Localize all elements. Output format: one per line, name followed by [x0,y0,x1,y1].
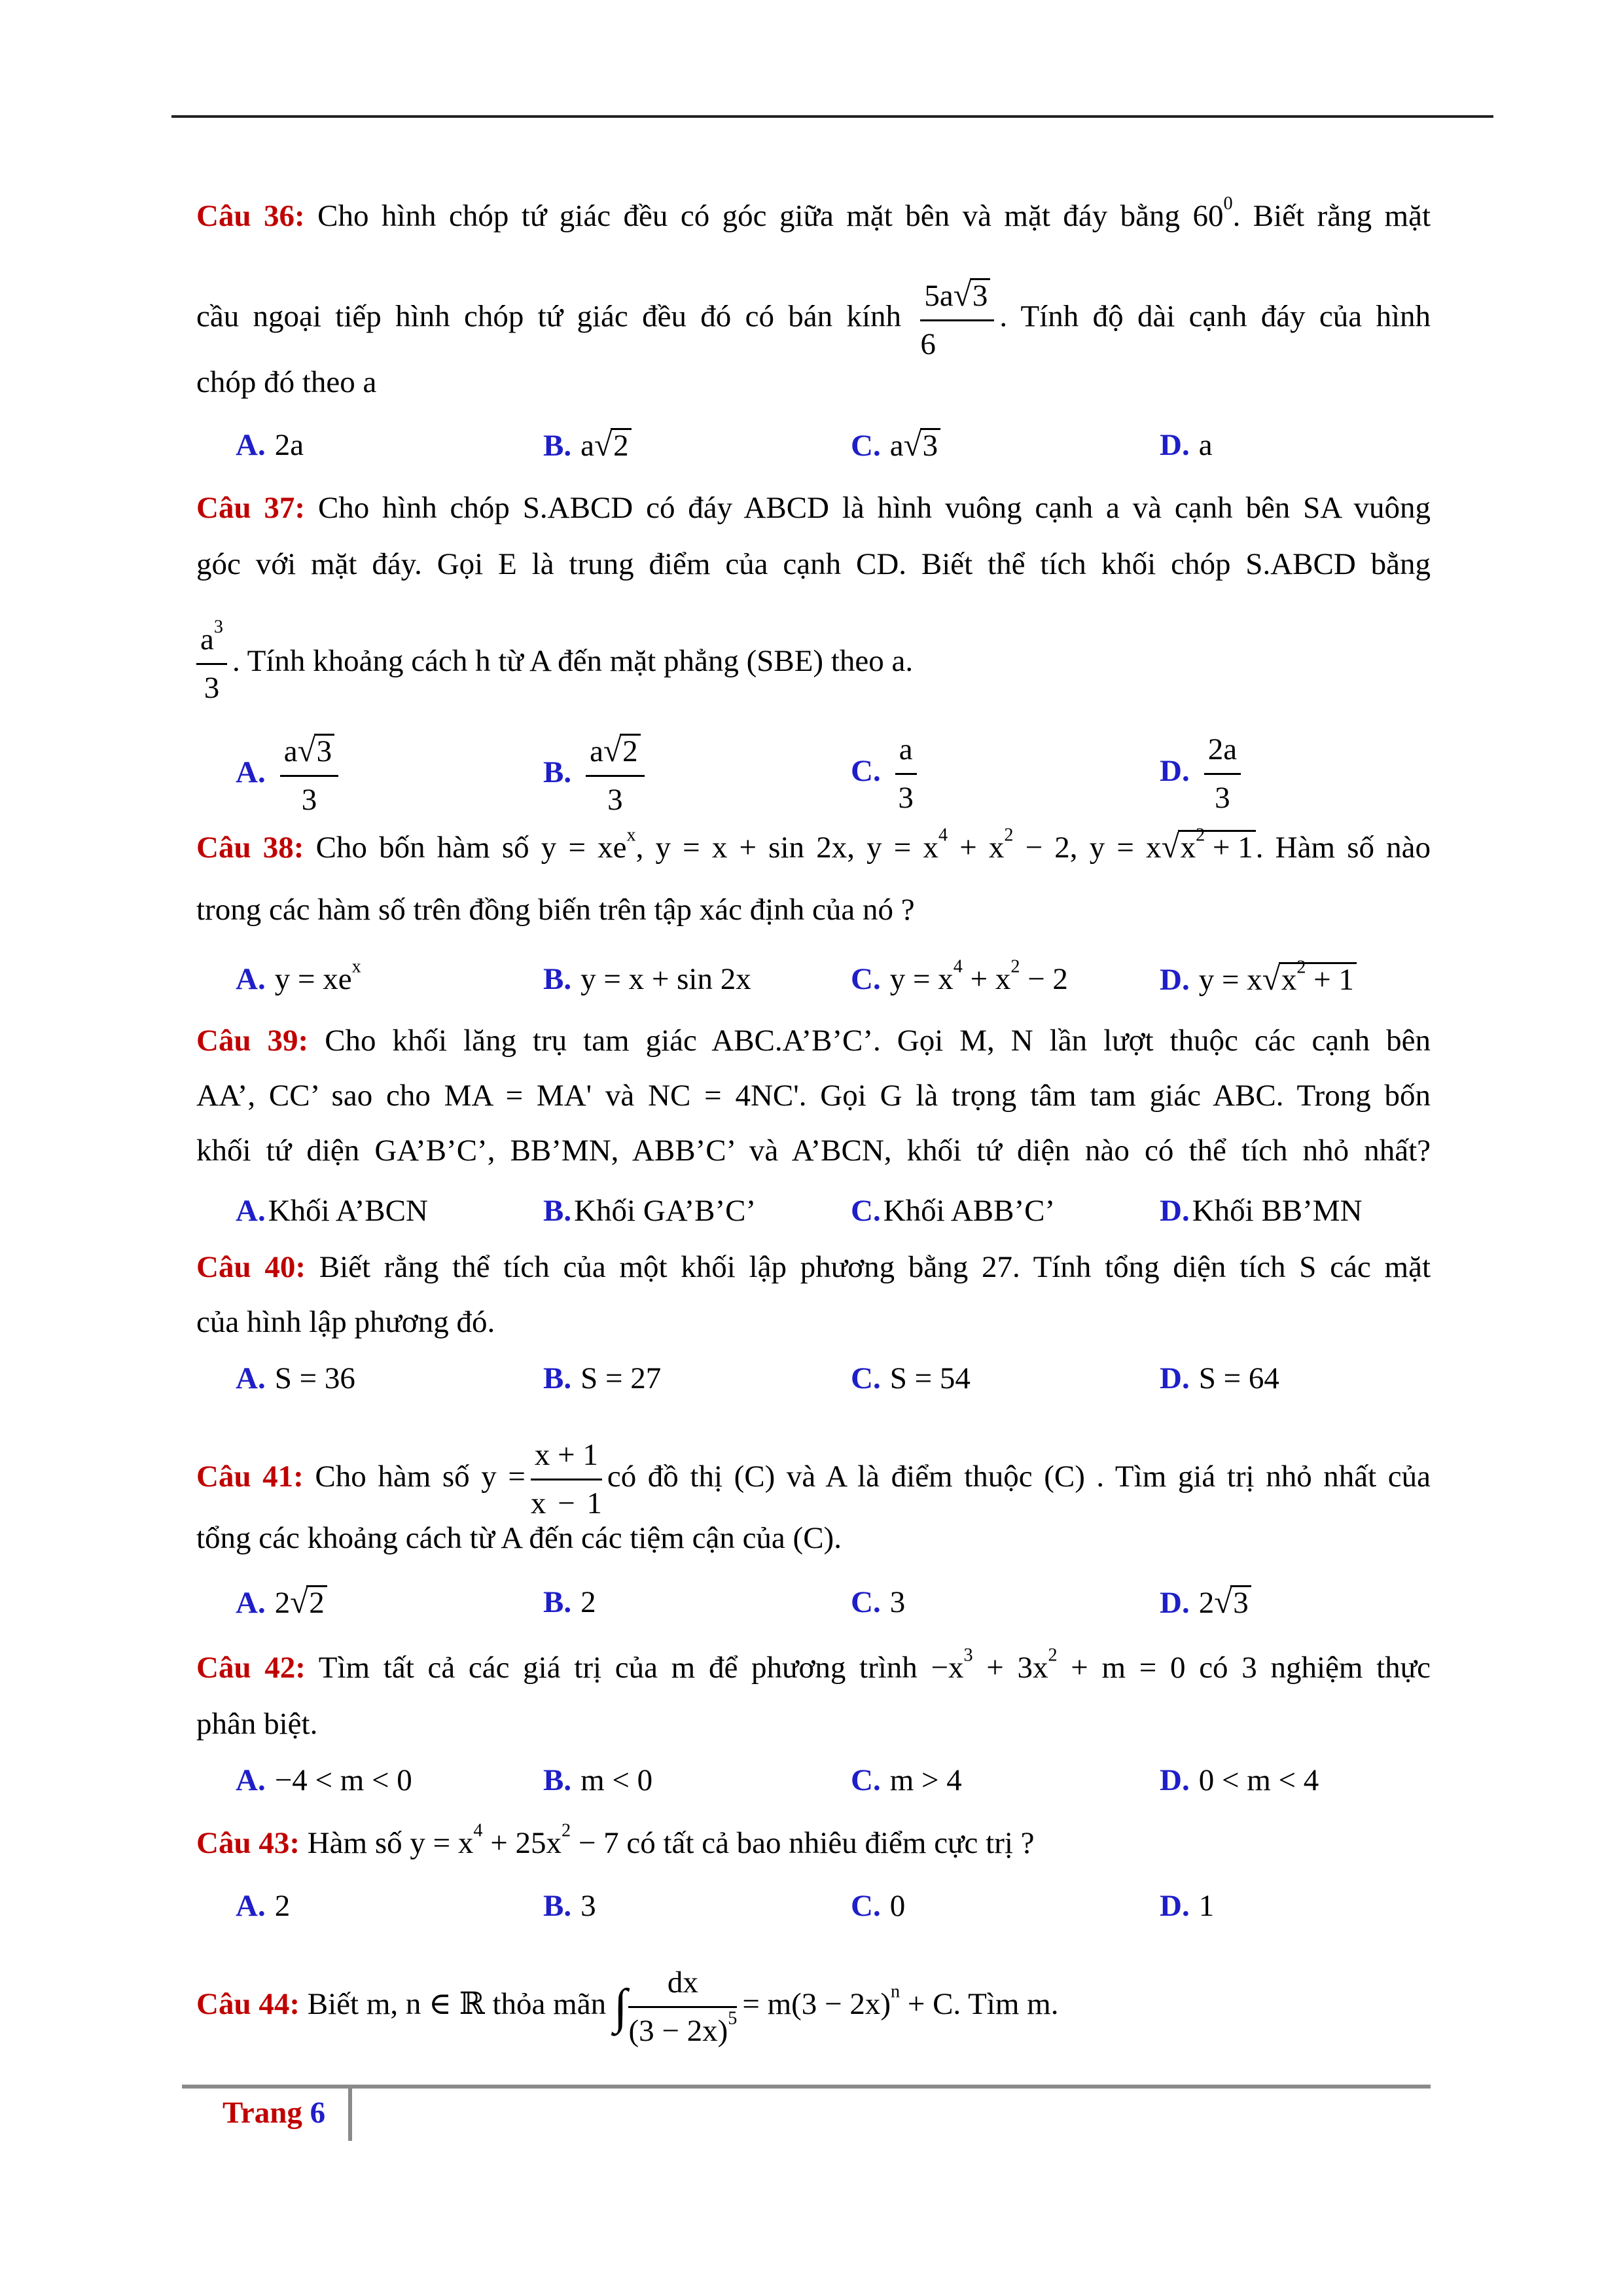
q42-equation: $-x^3 + 3x^2 + m = 0$ [931,1645,1186,1685]
q39-line3: khối tứ diện GA’B’C’, BB’MN, ABB’C’ và A’BCN, khối tứ diện nào có thể tích nhỏ nhất? [196,1134,1431,1168]
q42-label: Câu 42: [196,1651,306,1685]
q36-label: Câu 36: [196,199,305,233]
q40-line2: của hình lập phương đó. [196,1305,495,1339]
q43-option-d[interactable]: D. 1 [1160,1889,1215,1923]
q37-line3: $\frac{a^3}{3}$ . Tính khoảng cách h từ A đến mặt phẳng (SBE) theo a. [196,620,1431,708]
q42-line1: Câu 42: Tìm tất cả các giá trị của m để phương trình $-x^3 + 3x^2 + m = 0$ có 3 nghiệm thực [196,1645,1431,1685]
q43-line1: Câu 43: Hàm số $y = x^4 + 25x^2 - 7$ có tất cả bao nhiêu điểm cực trị ? [196,1820,1035,1860]
footer-divider [348,2085,352,2141]
page-number: Trang 6 [223,2096,326,2130]
q42-option-d[interactable]: D. 0 < m < 4 [1160,1763,1319,1797]
q38-line2: trong các hàm số trên đồng biến trên tập xác định của nó ? [196,893,915,927]
q37-option-c[interactable]: C. $\frac{a}{3}$ [851,730,922,817]
q37-volume-fraction: $\frac{a^3}{3}$ [196,620,227,708]
q40-option-a[interactable]: A. S = 36 [236,1361,355,1395]
q41-line1: Câu 41: Cho hàm số y = $\frac{x + 1}{x - 1}$ có đồ thị (C) và A là điểm thuộc (C) . Tìm giá trị nhỏ nhất của [196,1436,1431,1523]
q41-option-b[interactable]: B. 2 [543,1585,596,1619]
header-rule [171,115,1493,118]
q39-option-c[interactable]: C.Khối ABB’C’ [851,1194,1056,1228]
footer-rule [182,2085,1431,2089]
q40-option-b[interactable]: B. S = 27 [543,1361,662,1395]
q40-option-d[interactable]: D. S = 64 [1160,1361,1279,1395]
q36-line3: chóp đó theo a [196,365,377,399]
q42-option-b[interactable]: B. m < 0 [543,1763,653,1797]
q39-option-b[interactable]: B.Khối GA’B’C’ [543,1194,757,1228]
q37-option-b[interactable]: B. $\frac{a√2}{3}$ [543,730,650,819]
q38-option-a[interactable]: A. $y = xe^x$ [236,956,361,996]
q38-label: Câu 38: [196,831,304,865]
q38-functions: $y = xe^x$, y = x + sin 2x, $y = x^4 + x^2 - 2$, $y = x√x^2 + 1$ [541,831,1256,865]
q37-line1: Câu 37: Cho hình chóp S.ABCD có đáy ABCD là hình vuông cạnh a và cạnh bên SA vuông [196,491,1431,525]
q37-option-d[interactable]: D. $\frac{2a}{3}$ [1160,730,1246,817]
q36-option-d[interactable]: D. a [1160,428,1213,462]
q40-label: Câu 40: [196,1250,306,1284]
q38-line1: Câu 38: Cho bốn hàm số $y = xe^x$, y = x + sin 2x, $y = x^4 + x^2 - 2$, $y = x√x^2 + 1$. Hàm số nào [196,825,1431,865]
q40-option-c[interactable]: C. S = 54 [851,1361,971,1395]
q41-option-a[interactable]: A. 2√2 [236,1581,327,1624]
q41-line2: tổng các khoảng cách từ A đến các tiệm cận của (C). [196,1521,842,1555]
q36-line2: cầu ngoại tiếp hình chóp tứ giác đều đó có bán kính $\frac{5a√3}{6}$ . Tính độ dài cạnh đáy của hình [196,275,1431,364]
q38-option-d[interactable]: D. $y = x√x^2 + 1$ [1160,958,1357,1001]
q36-option-c[interactable]: C. a√3 [851,424,940,467]
q37-option-a[interactable]: A. $\frac{a√3}{3}$ [236,730,344,819]
q36-radius-fraction: $\frac{5a√3}{6}$ [920,275,994,364]
q39-line1: Câu 39: Cho khối lăng trụ tam giác ABC.A’B’C’. Gọi M, N lần lượt thuộc các cạnh bên [196,1024,1431,1058]
q38-option-b[interactable]: B. y = x + sin 2x [543,962,751,996]
integral-sign: ∫ [613,1979,628,2034]
q39-label: Câu 39: [196,1024,309,1058]
q42-option-c[interactable]: C. m > 4 [851,1763,962,1797]
q41-option-c[interactable]: C. 3 [851,1585,906,1619]
q43-option-b[interactable]: B. 3 [543,1889,596,1923]
q37-label: Câu 37: [196,491,306,525]
q36-option-b[interactable]: B. a√2 [543,424,632,467]
q43-option-c[interactable]: C. 0 [851,1889,906,1923]
q44-label: Câu 44: [196,1987,300,2022]
q39-option-a[interactable]: A.Khối A’BCN [236,1194,428,1228]
q41-label: Câu 41: [196,1460,304,1494]
q40-line1: Câu 40: Biết rằng thể tích của một khối lập phương bằng 27. Tính tổng diện tích S các mặt [196,1250,1431,1284]
q43-label: Câu 43: [196,1826,300,1860]
q41-function-fraction: $\frac{x + 1}{x - 1}$ [531,1436,602,1523]
q37-line2: góc với mặt đáy. Gọi E là trung điểm của cạnh CD. Biết thể tích khối chóp S.ABCD bằng [196,547,1431,581]
q44-integrand-fraction: $\frac{dx}{(3 - 2x)^5}$ [628,1964,737,2051]
q39-line2: AA’, CC’ sao cho MA = MA' và NC = 4NC'. Gọi G là trọng tâm tam giác ABC. Trong bốn [196,1079,1431,1113]
q38-option-c[interactable]: C. $y = x^4 + x^2 - 2$ [851,956,1068,996]
q43-option-a[interactable]: A. 2 [236,1889,291,1923]
q39-option-d[interactable]: D.Khối BB’MN [1160,1194,1363,1228]
q36-option-a[interactable]: A. 2a [236,428,304,462]
q41-option-d[interactable]: D. 2√3 [1160,1581,1251,1624]
q42-option-a[interactable]: A. −4 < m < 0 [236,1763,412,1797]
q44-line1: Câu 44: Biết m, n ∈ ℝ thỏa mãn ∫ $\frac{dx}{(3 - 2x)^5}$ = $m(3 - 2x)^n + C$. Tìm m. [196,1964,1431,2051]
q42-line2: phân biệt. [196,1707,318,1741]
q36-line1: Câu 36: Cho hình chóp tứ giác đều có góc giữa mặt bên và mặt đáy bằng $60^0$. Biết rằng mặt [196,193,1431,233]
q43-function: $y = x^4 + 25x^2 - 7$ [410,1820,619,1860]
